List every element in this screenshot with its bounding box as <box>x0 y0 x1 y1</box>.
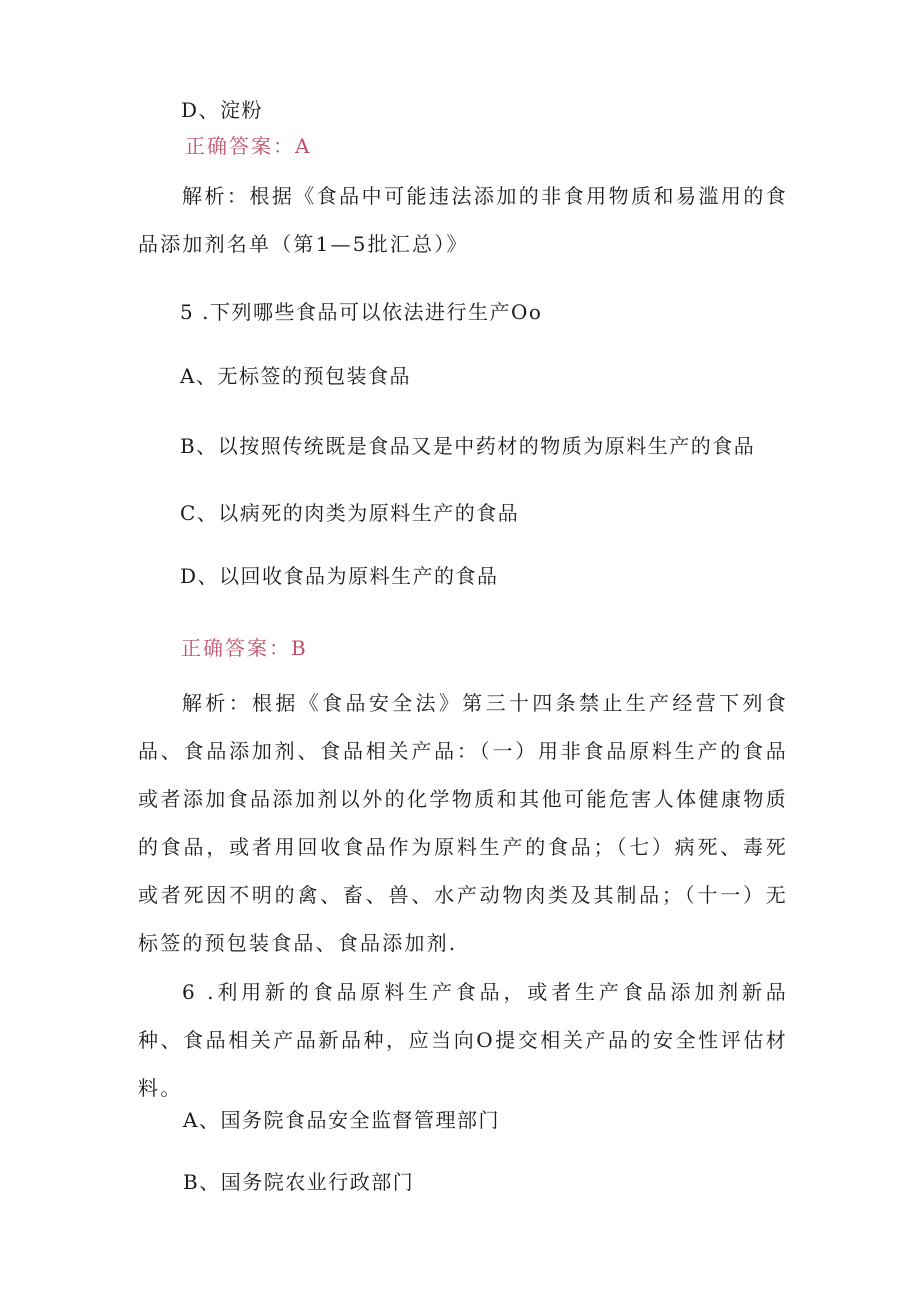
q5-question-stem: 5 .下列哪些食品可以依法进行生产Oo <box>180 300 543 324</box>
q5-analysis: 解析：根据《食品安全法》第三十四条禁止生产经营下列食品、食品添加剂、食品相关产品：（一）用非食品原料生产的食品或者添加食品添加剂以外的化学物质和其他可能危害人体健康物质的食品，或者用回收食品作为原料生产的食品；（七）病死、毒死或者死因不明的禽、畜、兽、水产动物肉类及其制品；（十一）无标签的预包装食品、食品添加剂. <box>138 691 788 955</box>
q5-correct-answer: 正确答案：B <box>181 636 308 660</box>
q4-analysis: 解析：根据《食品中可能违法添加的非食用物质和易滥用的食品添加剂名单（第1—5批汇总）》 <box>138 184 788 256</box>
q5-option-d: D、以回收食品为原料生产的食品 <box>180 564 499 588</box>
q6-option-b: B、国务院农业行政部门 <box>183 1170 415 1194</box>
q5-option-a: A、无标签的预包装食品 <box>180 364 411 388</box>
q5-option-c: C、以病死的肉类为原料生产的食品 <box>180 501 520 525</box>
q5-option-b: B、以按照传统既是食品又是中药材的物质为原料生产的食品 <box>180 434 756 458</box>
q4-option-d: D、淀粉 <box>181 98 264 122</box>
q6-question-stem: 6 .利用新的食品原料生产食品，或者生产食品添加剂新品种、食品相关产品新品种，应当向O提交相关产品的安全性评估材料。 <box>138 980 788 1100</box>
q6-option-a: A、国务院食品安全监督管理部门 <box>183 1108 500 1132</box>
q4-correct-answer: 正确答案：A <box>185 134 312 158</box>
